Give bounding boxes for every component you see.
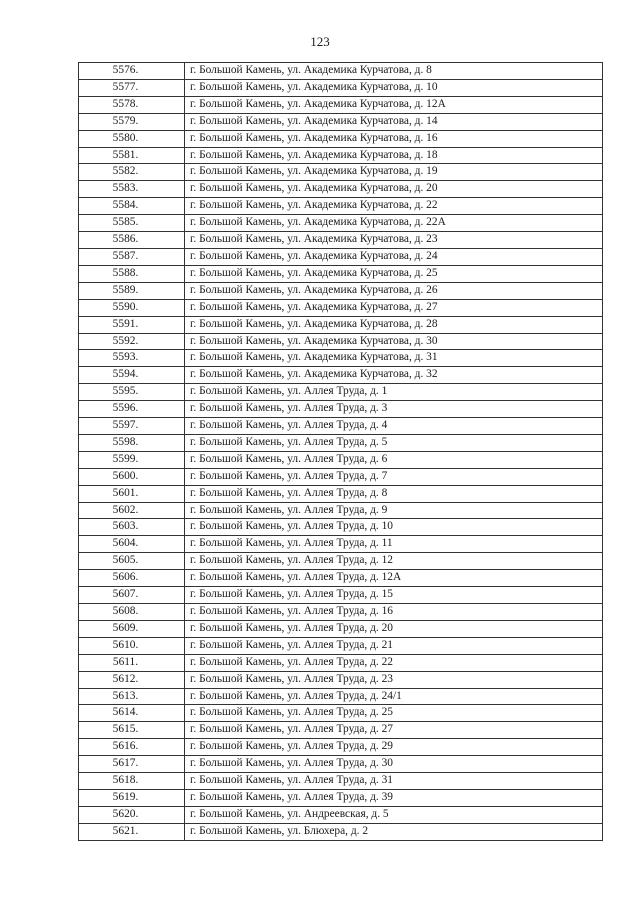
row-number-cell: 5600. xyxy=(79,468,185,485)
table-row xyxy=(79,434,603,451)
row-number-cell: 5607. xyxy=(79,587,185,604)
address-cell: г. Большой Камень, ул. Аллея Труда, д. 4 xyxy=(185,418,603,435)
row-number-cell: 5613. xyxy=(79,688,185,705)
table-row xyxy=(79,451,603,468)
table-row xyxy=(79,604,603,621)
address-cell: г. Большой Камень, ул. Аллея Труда, д. 10 xyxy=(185,519,603,536)
table-row xyxy=(79,333,603,350)
row-number-cell: 5582. xyxy=(79,164,185,181)
table-row xyxy=(79,671,603,688)
address-cell: г. Большой Камень, ул. Академика Курчатова, д. 12А xyxy=(185,96,603,113)
row-number-cell: 5605. xyxy=(79,553,185,570)
address-cell: г. Большой Камень, ул. Аллея Труда, д. 25 xyxy=(185,705,603,722)
row-number-cell: 5614. xyxy=(79,705,185,722)
address-cell: г. Большой Камень, ул. Аллея Труда, д. 24/1 xyxy=(185,688,603,705)
row-number-cell: 5619. xyxy=(79,789,185,806)
row-number-cell: 5580. xyxy=(79,130,185,147)
address-cell: г. Большой Камень, ул. Академика Курчатова, д. 27 xyxy=(185,299,603,316)
row-number-cell: 5597. xyxy=(79,418,185,435)
address-cell: г. Большой Камень, ул. Аллея Труда, д. 16 xyxy=(185,604,603,621)
row-number-cell: 5617. xyxy=(79,756,185,773)
row-number-cell: 5618. xyxy=(79,773,185,790)
row-number-cell: 5589. xyxy=(79,282,185,299)
address-cell: г. Большой Камень, ул. Блюхера, д. 2 xyxy=(185,823,603,840)
address-cell: г. Большой Камень, ул. Аллея Труда, д. 30 xyxy=(185,756,603,773)
row-number-cell: 5585. xyxy=(79,215,185,232)
table-row xyxy=(79,806,603,823)
table-row xyxy=(79,96,603,113)
address-cell: г. Большой Камень, ул. Академика Курчатова, д. 14 xyxy=(185,113,603,130)
address-cell: г. Большой Камень, ул. Аллея Труда, д. 3 xyxy=(185,401,603,418)
row-number-cell: 5621. xyxy=(79,823,185,840)
address-cell: г. Большой Камень, ул. Аллея Труда, д. 1 xyxy=(185,384,603,401)
address-cell: г. Большой Камень, ул. Аллея Труда, д. 15 xyxy=(185,587,603,604)
table-row xyxy=(79,198,603,215)
table-row xyxy=(79,688,603,705)
page-number: 123 xyxy=(310,34,330,49)
row-number-cell: 5592. xyxy=(79,333,185,350)
address-table-body xyxy=(79,63,603,841)
table-row xyxy=(79,181,603,198)
table-row xyxy=(79,282,603,299)
row-number-cell: 5593. xyxy=(79,350,185,367)
row-number-cell: 5577. xyxy=(79,79,185,96)
row-number-cell: 5604. xyxy=(79,536,185,553)
table-row xyxy=(79,789,603,806)
row-number-cell: 5620. xyxy=(79,806,185,823)
address-cell: г. Большой Камень, ул. Академика Курчатова, д. 31 xyxy=(185,350,603,367)
row-number-cell: 5590. xyxy=(79,299,185,316)
table-row xyxy=(79,367,603,384)
address-cell: г. Большой Камень, ул. Аллея Труда, д. 7 xyxy=(185,468,603,485)
table-row xyxy=(79,384,603,401)
address-cell: г. Большой Камень, ул. Академика Курчатова, д. 16 xyxy=(185,130,603,147)
table-row xyxy=(79,536,603,553)
row-number-cell: 5602. xyxy=(79,502,185,519)
table-row xyxy=(79,773,603,790)
table-row xyxy=(79,654,603,671)
table-row xyxy=(79,316,603,333)
address-cell: г. Большой Камень, ул. Аллея Труда, д. 22 xyxy=(185,654,603,671)
table-row xyxy=(79,519,603,536)
row-number-cell: 5594. xyxy=(79,367,185,384)
address-cell: г. Большой Камень, ул. Академика Курчатова, д. 20 xyxy=(185,181,603,198)
row-number-cell: 5581. xyxy=(79,147,185,164)
address-cell: г. Большой Камень, ул. Академика Курчатова, д. 32 xyxy=(185,367,603,384)
row-number-cell: 5598. xyxy=(79,434,185,451)
address-cell: г. Большой Камень, ул. Аллея Труда, д. 20 xyxy=(185,620,603,637)
row-number-cell: 5609. xyxy=(79,620,185,637)
table-row xyxy=(79,265,603,282)
address-cell: г. Большой Камень, ул. Академика Курчатова, д. 30 xyxy=(185,333,603,350)
row-number-cell: 5611. xyxy=(79,654,185,671)
table-row xyxy=(79,350,603,367)
address-cell: г. Большой Камень, ул. Академика Курчатова, д. 23 xyxy=(185,232,603,249)
row-number-cell: 5583. xyxy=(79,181,185,198)
table-row xyxy=(79,587,603,604)
row-number-cell: 5606. xyxy=(79,570,185,587)
row-number-cell: 5588. xyxy=(79,265,185,282)
table-row xyxy=(79,705,603,722)
address-cell: г. Большой Камень, ул. Аллея Труда, д. 21 xyxy=(185,637,603,654)
address-cell: г. Большой Камень, ул. Аллея Труда, д. 9 xyxy=(185,502,603,519)
address-cell: г. Большой Камень, ул. Академика Курчатова, д. 28 xyxy=(185,316,603,333)
table-row xyxy=(79,215,603,232)
table-row xyxy=(79,63,603,80)
table-row xyxy=(79,164,603,181)
table-row xyxy=(79,147,603,164)
row-number-cell: 5576. xyxy=(79,63,185,80)
row-number-cell: 5579. xyxy=(79,113,185,130)
row-number-cell: 5584. xyxy=(79,198,185,215)
address-cell: г. Большой Камень, ул. Академика Курчатова, д. 10 xyxy=(185,79,603,96)
address-cell: г. Большой Камень, ул. Аллея Труда, д. 27 xyxy=(185,722,603,739)
table-row xyxy=(79,570,603,587)
address-cell: г. Большой Камень, ул. Аллея Труда, д. 12А xyxy=(185,570,603,587)
table-row xyxy=(79,113,603,130)
table-row xyxy=(79,130,603,147)
address-table xyxy=(78,62,603,841)
row-number-cell: 5587. xyxy=(79,248,185,265)
address-cell: г. Большой Камень, ул. Академика Курчатова, д. 24 xyxy=(185,248,603,265)
address-cell: г. Большой Камень, ул. Аллея Труда, д. 29 xyxy=(185,739,603,756)
address-cell: г. Большой Камень, ул. Аллея Труда, д. 11 xyxy=(185,536,603,553)
row-number-cell: 5601. xyxy=(79,485,185,502)
table-row xyxy=(79,823,603,840)
table-row xyxy=(79,722,603,739)
table-row xyxy=(79,401,603,418)
address-cell: г. Большой Камень, ул. Аллея Труда, д. 6 xyxy=(185,451,603,468)
address-cell: г. Большой Камень, ул. Аллея Труда, д. 39 xyxy=(185,789,603,806)
row-number-cell: 5608. xyxy=(79,604,185,621)
table-row xyxy=(79,756,603,773)
address-cell: г. Большой Камень, ул. Аллея Труда, д. 31 xyxy=(185,773,603,790)
address-cell: г. Большой Камень, ул. Академика Курчатова, д. 25 xyxy=(185,265,603,282)
address-cell: г. Большой Камень, ул. Аллея Труда, д. 23 xyxy=(185,671,603,688)
row-number-cell: 5596. xyxy=(79,401,185,418)
address-cell: г. Большой Камень, ул. Академика Курчатова, д. 26 xyxy=(185,282,603,299)
row-number-cell: 5615. xyxy=(79,722,185,739)
address-cell: г. Большой Камень, ул. Академика Курчатова, д. 8 xyxy=(185,63,603,80)
address-cell: г. Большой Камень, ул. Андреевская, д. 5 xyxy=(185,806,603,823)
row-number-cell: 5612. xyxy=(79,671,185,688)
table-row xyxy=(79,485,603,502)
table-row xyxy=(79,232,603,249)
address-cell: г. Большой Камень, ул. Аллея Труда, д. 5 xyxy=(185,434,603,451)
table-row xyxy=(79,553,603,570)
address-cell: г. Большой Камень, ул. Академика Курчатова, д. 22 xyxy=(185,198,603,215)
address-cell: г. Большой Камень, ул. Академика Курчатова, д. 18 xyxy=(185,147,603,164)
address-cell: г. Большой Камень, ул. Аллея Труда, д. 8 xyxy=(185,485,603,502)
table-row xyxy=(79,739,603,756)
row-number-cell: 5586. xyxy=(79,232,185,249)
table-row xyxy=(79,468,603,485)
row-number-cell: 5578. xyxy=(79,96,185,113)
table-row xyxy=(79,502,603,519)
address-cell: г. Большой Камень, ул. Аллея Труда, д. 12 xyxy=(185,553,603,570)
table-row xyxy=(79,299,603,316)
row-number-cell: 5616. xyxy=(79,739,185,756)
row-number-cell: 5595. xyxy=(79,384,185,401)
table-row xyxy=(79,620,603,637)
row-number-cell: 5603. xyxy=(79,519,185,536)
row-number-cell: 5610. xyxy=(79,637,185,654)
table-row xyxy=(79,637,603,654)
table-row xyxy=(79,248,603,265)
address-cell: г. Большой Камень, ул. Академика Курчатова, д. 22А xyxy=(185,215,603,232)
row-number-cell: 5599. xyxy=(79,451,185,468)
table-row xyxy=(79,79,603,96)
row-number-cell: 5591. xyxy=(79,316,185,333)
address-cell: г. Большой Камень, ул. Академика Курчатова, д. 19 xyxy=(185,164,603,181)
table-row xyxy=(79,418,603,435)
